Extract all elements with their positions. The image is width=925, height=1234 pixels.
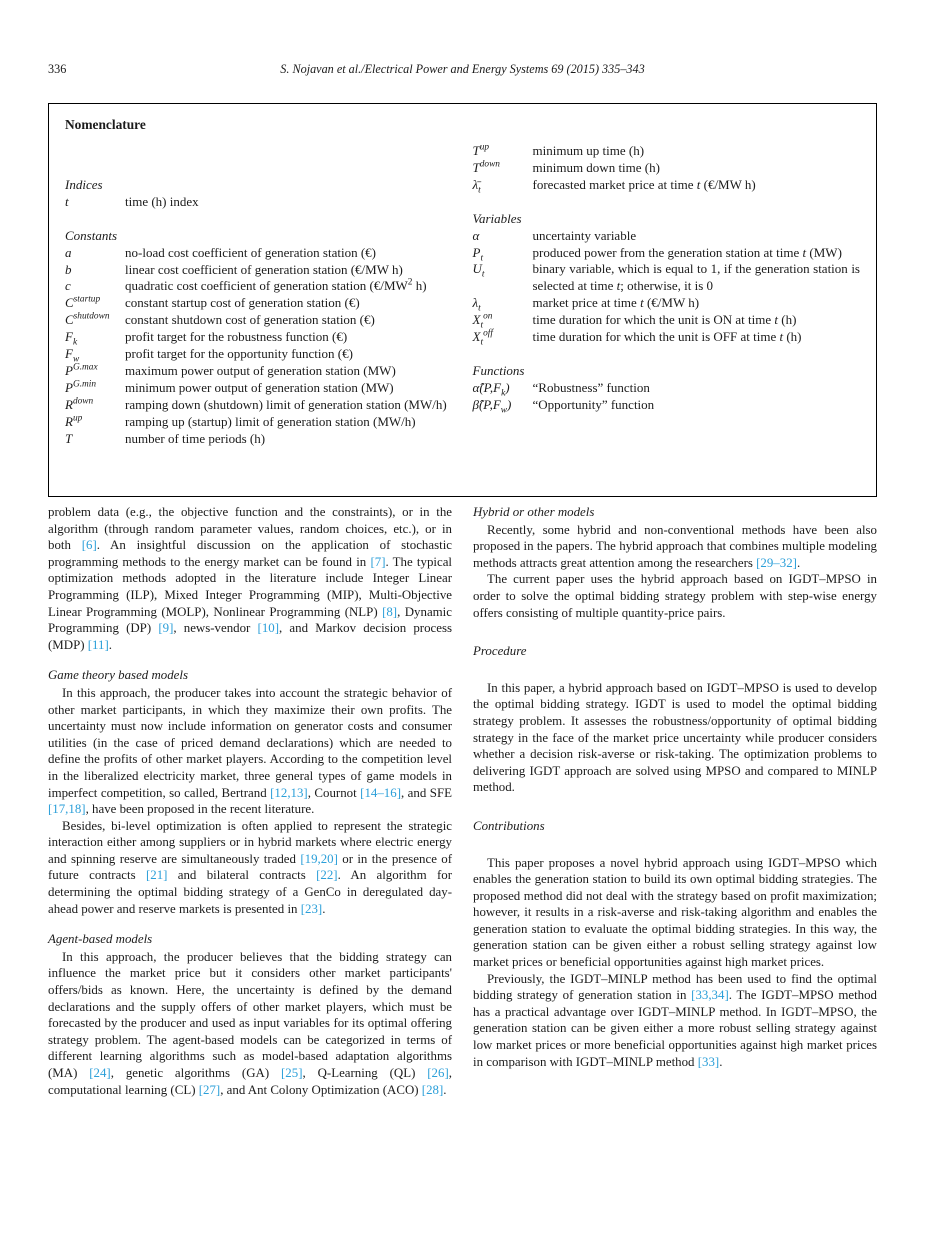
definition: minimum up time (h) xyxy=(532,143,645,158)
nomenclature-entry xyxy=(65,262,453,279)
left-column xyxy=(48,504,452,1098)
definition: time duration for which the unit is OFF at time t (h) xyxy=(532,329,802,345)
definition: minimum down time (h) xyxy=(532,159,660,175)
definition: “Opportunity” function xyxy=(532,396,655,412)
symbol: t xyxy=(65,193,69,209)
nomenclature-entry xyxy=(65,245,453,262)
section-heading-procedure: Procedure xyxy=(473,644,527,659)
symbol: $X_t^{on}$ xyxy=(472,311,493,331)
citation-link[interactable]: [29–32] xyxy=(756,555,797,570)
symbol: $C^{startup}$ xyxy=(65,295,101,311)
nomenclature-entry xyxy=(65,346,453,363)
symbol: $T^{down}$ xyxy=(472,159,500,175)
symbol: $C^{shutdown}$ xyxy=(65,311,110,328)
definition: ramping down (shutdown) limit of generation station (MW/h) xyxy=(125,396,447,412)
citation-link[interactable]: [26] xyxy=(427,1066,449,1080)
citation-link[interactable]: [14–16] xyxy=(360,785,401,800)
citation-link[interactable]: [17,18] xyxy=(48,802,86,817)
paragraph: In this paper, a hybrid approach based on IGDT–MPSO is used to develop the optimal bidding strategy. IGDT is used to model the optimal bidding strategy problem. It assesses the robustness/opportunity of optimal bidding strategy in the face of the market price uncertainty while producer considers whether a decision risk-averse or risk-taking. The optimization problems to delivering IGDT approach are solved using MPSO and compared to MINLP method. xyxy=(473,680,877,795)
definition: ramping up (startup) limit of generation station (MW/h) xyxy=(125,413,416,429)
definition: time duration for which the unit is ON at time t (h) xyxy=(532,312,797,328)
section-heading-game-theory: Game theory based models xyxy=(48,668,188,683)
symbol: $R^{up}$ xyxy=(65,413,83,429)
definition: profit target for the robustness function (€) xyxy=(125,329,348,345)
nomenclature-entry xyxy=(65,380,453,397)
symbol: $\lambda_t$ xyxy=(472,295,481,314)
nomenclature-left-column xyxy=(65,117,453,448)
group-heading-constants: Constants xyxy=(65,227,118,243)
nomenclature-entry xyxy=(65,431,453,448)
paragraph: Previously, the IGDT–MINLP method has been used to find the optimal bidding strategy of generation station in [33,34]. The IGDT–MPSO method has a practical advantage over IGDT–MINLP method. In IGDT–MPSO, the generation station can be given either a more robust selling strategy against low market prices or more beneficial opportunities against high market prices in comparison with IGDT–MINLP method [33]. xyxy=(473,971,877,1069)
symbol: T xyxy=(65,430,73,446)
definition: quadratic cost coefficient of generation station ($€/MW^2$ h) xyxy=(125,278,427,294)
definition: forecasted market price at time t (€/MW h) xyxy=(532,176,756,192)
definition: “Robustness” function xyxy=(532,379,650,395)
nomenclature-entry xyxy=(473,295,861,312)
paragraph: Besides, bi-level optimization is often applied to represent the strategic interaction either among suppliers or in hybrid markets where electric energy and spinning reserve are simultaneously traded [19,20] or in the presence of future contracts [21] and bilateral contracts [22]. An algorithm for determining the optimal bidding strategy of a GenCo in deregulated day-ahead power and reserve markets is presented in [23]. xyxy=(48,818,452,916)
group-heading-functions: Functions xyxy=(472,362,525,378)
paragraph: The current paper uses the hybrid approach based on IGDT–MPSO in order to solve the optimal bidding strategy problem with step-wise energy offers consisting of multiple quantity-price pairs. xyxy=(473,572,877,620)
nomenclature-box xyxy=(48,103,877,497)
citation-link[interactable]: [22] xyxy=(316,868,338,883)
nomenclature-entry xyxy=(473,177,861,194)
nomenclature-entry xyxy=(473,329,861,346)
nomenclature-entry xyxy=(65,363,453,380)
page-number: 336 xyxy=(48,62,67,76)
citation-link[interactable]: [12,13] xyxy=(270,785,308,800)
definition: produced power from the generation station at time t (MW) xyxy=(532,244,842,260)
citation-link[interactable]: [23] xyxy=(300,901,323,916)
definition: minimum power output of generation station (MW) xyxy=(125,379,394,395)
definition: constant startup cost of generation station (€) xyxy=(125,295,360,311)
symbol: b xyxy=(65,261,72,277)
symbol: c xyxy=(65,278,71,294)
definition: linear cost coefficient of generation station (€/MW h) xyxy=(125,261,403,277)
symbol: $\alphâ(P,F_k)$ xyxy=(472,379,510,399)
symbol: $P_t$ xyxy=(472,244,484,264)
running-head: S. Nojavan et al./Electrical Power and Energy Systems 69 (2015) 335–343 xyxy=(280,62,645,76)
section-heading-agent-based: Agent-based models xyxy=(48,932,153,947)
nomenclature-entry xyxy=(65,397,453,414)
citation-link[interactable]: [9] xyxy=(158,621,174,636)
paragraph: In this approach, the producer believes that the bidding strategy can influence the market price but it considers other market participants' offers/bids as known. Here, the uncertainty is defined by the demand declarations and the supply offers of other market players, which must be forecasted by the producer and used as input variables for its optimal offering strategy problem. The agent-based models can be categorized in terms of different learning algorithms such as model-based adaptation algorithms (MA) [24], genetic algorithms (GA) [25], Q-Learning (QL) [26], computational learning (CL) [27], and Ant Colony Optimization (ACO) [28]. xyxy=(48,949,452,1097)
citation-link[interactable]: [24] xyxy=(89,1066,111,1080)
nomenclature-title: Nomenclature xyxy=(65,117,146,132)
group-heading-indices: Indices xyxy=(65,176,103,192)
paragraph: problem data (e.g., the objective function and the constraints), or in the algorithm (through random parameter values, random choices, etc.), or in both [6]. An insightful discussion on the application of stochastic programming methods to the energy market can be found in [7]. The typical optimization methods adopted in the literature include Integer Linear Programming (ILP), Mixed Integer Programming (MIP), Multi-Objective Linear Programming (MOLP), Nonlinear Programming (NLP) [8], Dynamic Programming (DP) [9], news-vendor [10], and Markov decision process (MDP) [11]. xyxy=(48,505,453,652)
nomenclature-entry xyxy=(473,397,861,414)
symbol: $F_w$ xyxy=(65,346,80,365)
definition: time (h) index xyxy=(125,193,199,209)
symbol: $\betâ(P,F_w)$ xyxy=(472,396,512,416)
definition: profit target for the opportunity function (€) xyxy=(125,346,353,362)
nomenclature-entry xyxy=(65,312,453,329)
symbol: $X_t^{off}$ xyxy=(472,328,493,348)
definition: constant shutdown cost of generation station (€) xyxy=(125,312,375,328)
nomenclature-entry xyxy=(65,329,453,346)
symbol: a xyxy=(65,244,72,260)
citation-link[interactable]: [33] xyxy=(697,1054,720,1069)
nomenclature-entry xyxy=(473,160,861,177)
nomenclature-entry xyxy=(473,261,861,295)
nomenclature-entry xyxy=(65,295,453,312)
citation-link[interactable]: [28] xyxy=(421,1082,444,1097)
paragraph: Recently, some hybrid and non-conventional methods have been also proposed in the papers. The hybrid approach that combines multiple modeling methods attracts great attention among the researchers [29–32]. xyxy=(473,522,877,570)
citation-link[interactable]: [11] xyxy=(87,637,109,652)
nomenclature-entry xyxy=(473,143,861,160)
definition: no-load cost coefficient of generation station (€) xyxy=(125,244,377,260)
definition: maximum power output of generation station (MW) xyxy=(125,362,396,378)
citation-link[interactable]: [6] xyxy=(81,538,97,553)
paragraph: In this approach, the producer takes into account the strategic behavior of other market participants, in which they maximize their own profits. The uncertainty must now include information on generator costs and consumer utilities (in the case of priced demand declarations) which are needed to define the profits of other market players. According to the competition level in the liberalized electricity market, three general types of game models in imperfect competition, so called, Bertrand [12,13], Cournot [14–16], and SFE [17,18], have been proposed in the recent literature. xyxy=(48,685,452,817)
group-heading-variables: Variables xyxy=(472,210,522,226)
symbol: $T^{up}$ xyxy=(472,142,490,158)
symbol: $U_t$ xyxy=(472,261,485,281)
paragraph: This paper proposes a novel hybrid approach using IGDT–MPSO which enables the generation station to build its own optimal bidding strategies. The proposed method did not deal with the strategy based on profit maximization; however, it results in a risk-averse and risk-taking algorithm and enables the generation station to evaluate the optimal bidding strategies. In this way, the generation station can be given either a robust selling strategy against low market prices or beneficial opportunities against high market prices. xyxy=(473,855,877,970)
nomenclature-entry xyxy=(65,278,453,295)
nomenclature-entry xyxy=(65,194,453,211)
citation-link[interactable]: [7] xyxy=(370,554,386,569)
citation-link[interactable]: [27] xyxy=(198,1082,221,1097)
citation-link[interactable]: [19,20] xyxy=(300,851,338,866)
citation-link[interactable]: [8] xyxy=(382,604,398,619)
definition: number of time periods (h) xyxy=(125,430,266,446)
symbol: $P^{G.min}$ xyxy=(65,379,97,395)
symbol: $P^{G.max}$ xyxy=(65,362,98,378)
symbol: $\lambdā_t$ xyxy=(472,176,481,196)
nomenclature-entry xyxy=(65,414,453,431)
nomenclature-entry xyxy=(473,245,861,262)
symbol: $R^{down}$ xyxy=(65,396,94,412)
nomenclature-right-column xyxy=(473,117,861,448)
citation-link[interactable]: [10] xyxy=(257,621,280,636)
citation-link[interactable]: [25] xyxy=(281,1066,303,1080)
nomenclature-entry xyxy=(473,228,861,245)
symbol: α xyxy=(472,227,480,243)
nomenclature-entry xyxy=(473,380,861,397)
nomenclature-entry xyxy=(473,312,861,329)
running-header xyxy=(48,62,877,80)
symbol: $F_k$ xyxy=(65,329,78,348)
definition: market price at time t (€/MW h) xyxy=(532,295,700,311)
right-column xyxy=(473,504,877,1098)
section-heading-hybrid: Hybrid or other models xyxy=(473,505,595,519)
definition: binary variable, which is equal to 1, if the generation station is selected at time t; otherwise, it is 0 xyxy=(532,261,860,294)
section-heading-contributions: Contributions xyxy=(473,818,545,833)
citation-link[interactable]: [33,34] xyxy=(691,988,729,1003)
definition: uncertainty variable xyxy=(532,227,637,243)
body-text xyxy=(48,504,877,1098)
citation-link[interactable]: [21] xyxy=(145,868,168,883)
